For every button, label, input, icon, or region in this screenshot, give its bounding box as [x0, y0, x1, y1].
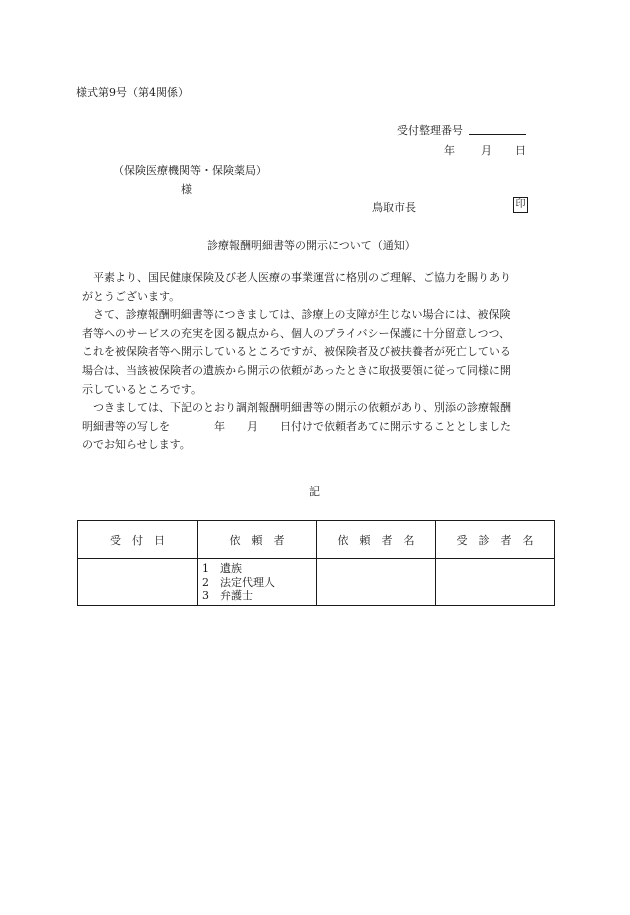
header-patient-name: 受 診 者 名 — [436, 521, 555, 559]
body-paragraph-3 — [82, 399, 558, 455]
document-title: 診療報酬明細書等の開示について（通知） — [207, 239, 416, 252]
body-line: 平素より、国民健康保険及び老人医療の事業運営に格別のご理解、ご協力を賜りあり — [82, 271, 511, 284]
table-header-row — [78, 521, 555, 559]
addressee: （保険医療機関等・保険薬局） — [113, 164, 267, 177]
requester-option-lawyer[interactable]: 3 弁護士 — [202, 589, 253, 602]
body-line: 明細書等の写しを 年 月 日付けで依頼者あてに開示することとしました — [82, 419, 511, 433]
disclosure-info-table — [77, 520, 555, 606]
seal-mark: 印 — [513, 197, 528, 213]
body-line: これを被保険者等へ開示しているところですが、被保険者及び被扶養者が死亡している — [82, 345, 511, 359]
requester-option-legal-representative[interactable]: 2 法定代理人 — [202, 575, 275, 589]
cell-requester-type — [198, 559, 317, 606]
date-year-label: 年 — [444, 144, 455, 157]
date-day-label: 日 — [515, 144, 526, 157]
form-number: 様式第9号（第4関係） — [76, 86, 189, 99]
body-paragraph-1 — [82, 269, 558, 306]
header-requester: 依 頼 者 — [198, 521, 317, 559]
date-month-label: 月 — [481, 144, 492, 157]
receipt-number-blank[interactable] — [469, 134, 526, 135]
body-line: 場合は、当該被保険者の遺族から開示の依頼があったときに取扱要領に従って同様に開 — [82, 363, 511, 377]
body-line: 者等へのサービスの充実を図る観点から、個人のプライバシー保護に十分留意しつつ、 — [82, 326, 511, 340]
body-line: のでお知らせします。 — [82, 438, 191, 452]
body-paragraph-2 — [82, 306, 558, 399]
receipt-number-label: 受付整理番号 — [397, 124, 463, 137]
cell-patient-name[interactable] — [436, 559, 555, 606]
body-line: がとうございます。 — [82, 289, 181, 303]
cell-requester-name[interactable] — [317, 559, 436, 606]
header-receipt-date: 受 付 日 — [78, 521, 198, 559]
body-line: さて、診療報酬明細書等につきましては、診療上の支障が生じない場合には、被保険 — [82, 308, 511, 322]
record-mark: 記 — [309, 485, 320, 498]
table-row — [78, 559, 555, 606]
body-line: つきましては、下記のとおり調剤報酬明細書等の開示の依頼があり、別添の診療報酬 — [82, 401, 511, 415]
header-requester-name: 依 頼 者 名 — [317, 521, 436, 559]
sender-name: 鳥取市長 — [372, 201, 416, 214]
cell-receipt-date[interactable] — [78, 559, 198, 606]
addressee-honorific: 様 — [181, 183, 192, 196]
requester-option-bereaved[interactable]: 1 遺族 — [202, 562, 242, 575]
body-line: 示しているところです。 — [82, 382, 203, 396]
